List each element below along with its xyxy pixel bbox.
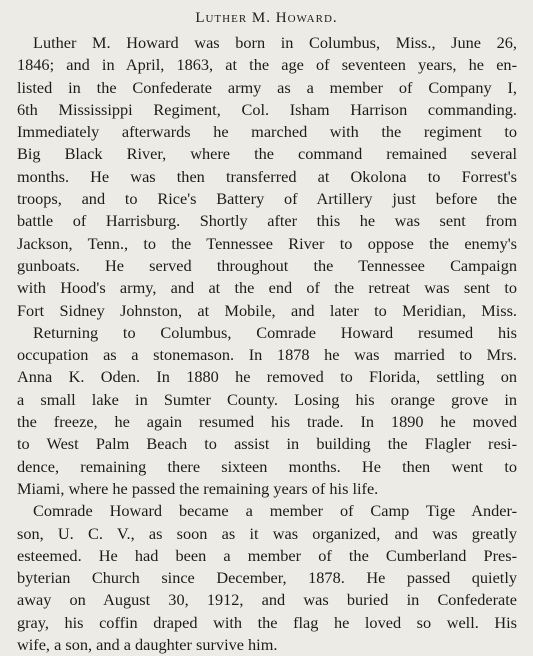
text-line: Comrade Howard became a member of Camp Tige Ander- [33, 501, 517, 521]
text-line: Anna K. Oden. In 1880 he removed to Florida, settling on [17, 367, 517, 387]
article-title: Luther M. Howard. [195, 10, 338, 26]
text-line: away on August 30, 1912, and was buried in Confederate [17, 590, 517, 610]
text-line: Returning to Columbus, Comrade Howard resumed his [33, 322, 517, 342]
text-line: Big Black River, where the command remained several [17, 144, 517, 164]
text-line: Jackson, Tenn., to the Tennessee River to oppose the enemy's [17, 233, 517, 253]
text-line: listed in the Confederate army as a member of Company I, [17, 77, 517, 97]
text-line: byterian Church since December, 1878. He passed quietly [17, 568, 517, 588]
text-line: esteemed. He had been a member of the Cumberland Pres- [17, 545, 517, 565]
text-line: gray, his coffin draped with the flag he loved so well. His [17, 612, 517, 632]
article-body [17, 32, 517, 656]
text-line: dence, remaining there sixteen months. He then went to [17, 456, 517, 476]
text-line: 6th Mississippi Regiment, Col. Isham Harrison commanding. [17, 99, 517, 119]
text-line: with Hood's army, and at the end of the retreat was sent to [17, 278, 517, 298]
text-line: a small lake in Sumter County. Losing his orange grove in [17, 389, 517, 409]
text-line: the freeze, he again resumed his trade. In 1890 he moved [17, 412, 517, 432]
text-line: Miami, where he passed the remaining years of his life. [17, 478, 379, 498]
text-line: troops, and to Rice's Battery of Artillery just before the [17, 189, 517, 209]
text-line: Luther M. Howard was born in Columbus, Miss., June 26, [33, 33, 517, 52]
text-line: to West Palm Beach to assist in building the Flagler resi- [17, 434, 517, 454]
text-line: gunboats. He served throughout the Tennessee Campaign [17, 255, 517, 275]
text-line: occupation as a stonemason. In 1878 he was married to Mrs. [17, 345, 517, 365]
text-line: Fort Sidney Johnston, at Mobile, and later to Meridian, Miss. [17, 300, 517, 320]
text-line: battle of Harrisburg. Shortly after this he was sent from [17, 211, 517, 231]
text-line: son, U. C. V., as soon as it was organized, and was greatly [17, 523, 517, 543]
text-line: months. He was then transferred at Okolona to Forrest's [17, 166, 517, 186]
text-line: wife, a son, and a daughter survive him. [17, 635, 278, 655]
text-line: Immediately afterwards he marched with the regiment to [17, 122, 517, 142]
text-line: 1846; and in April, 1863, at the age of seventeen years, he en- [17, 55, 517, 75]
